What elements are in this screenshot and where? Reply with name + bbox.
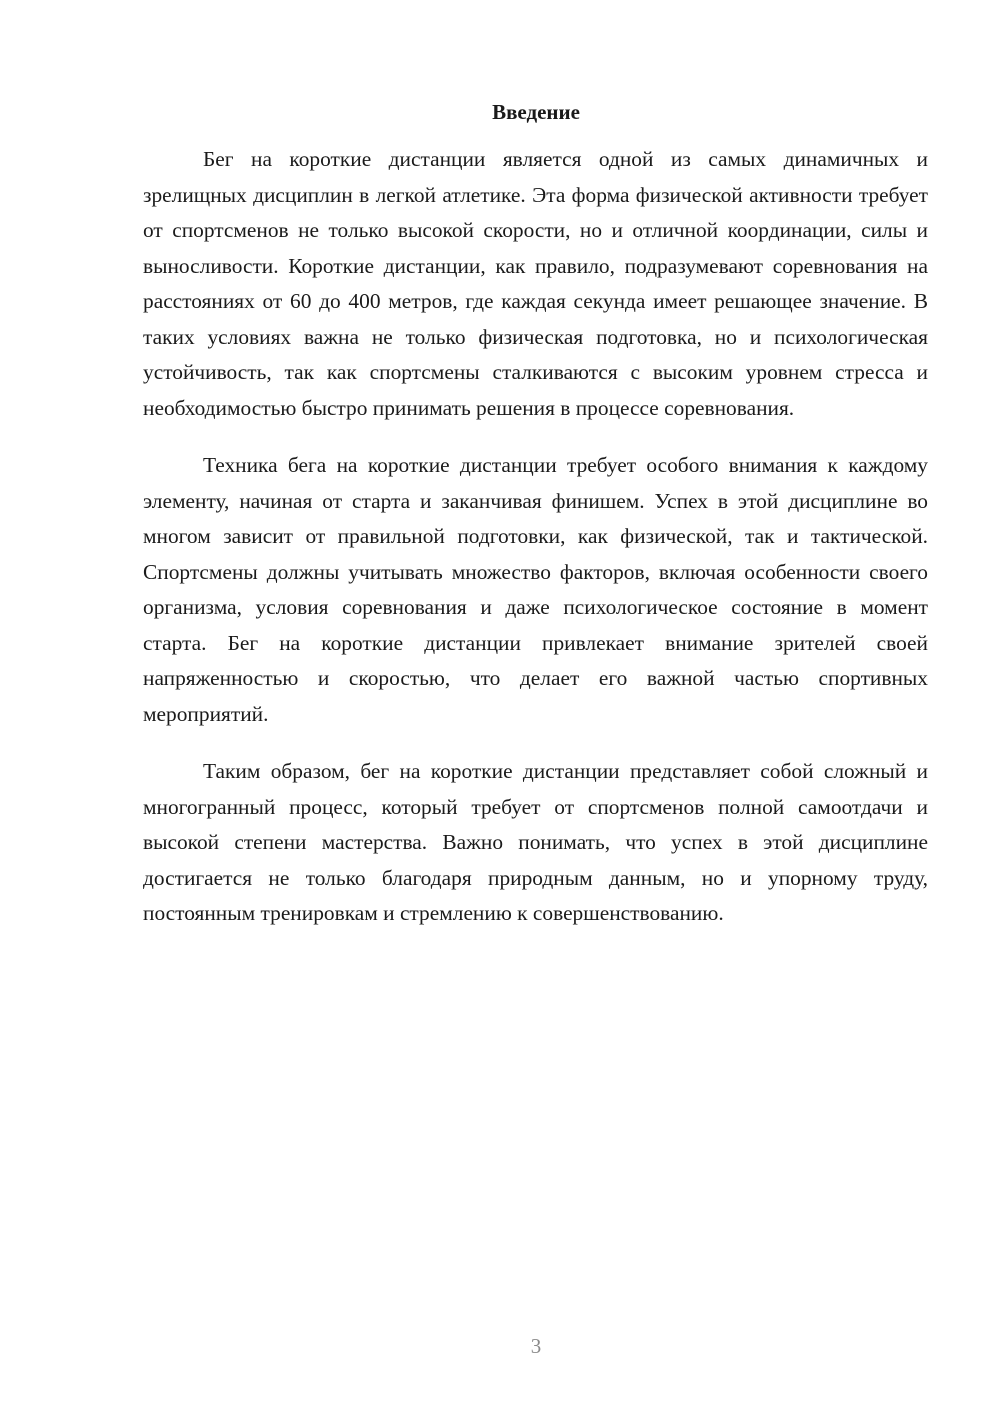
- paragraph-3: Таким образом, бег на короткие дистанции представляет собой сложный и многогранный процесс, который требует от спортсменов полной самоотдачи и высокой степени мастерства. Важно понимать, что успех в этой дисциплине достигается не только благодаря природным данным, но и упорному труду, постоянным тренировкам и стремлению к совершенствованию.: [143, 759, 928, 925]
- paragraph-2: Техника бега на короткие дистанции требует особого внимания к каждому элементу, начиная от старта и заканчивая финишем. Успех в этой дисциплине во многом зависит от правильной подготовки, как физической, так и тактической. Спортсмены должны учитывать множество факторов, включая особенности своего организма, условия соревнования и даже психологическое состояние в момент старта. Бег на короткие дистанции привлекает внимание зрителей своей напряженностью и скоростью, что делает его важной частью спортивных мероприятий.: [143, 453, 928, 726]
- body-text: [143, 142, 928, 954]
- paragraph-1: Бег на короткие дистанции является одной из самых динамичных и зрелищных дисциплин в легкой атлетике. Эта форма физической активности требует от спортсменов не только высокой скорости, но и отличной координации, силы и выносливости. Короткие дистанции, как правило, подразумевают соревнования на расстояниях от 60 до 400 метров, где каждая секунда имеет решающее значение. В таких условиях важна не только физическая подготовка, но и психологическая устойчивость, так как спортсмены сталкиваются с высоким уровнем стресса и необходимостью быстро принимать решения в процессе соревнования.: [143, 147, 928, 420]
- page-number: 3: [530, 1334, 542, 1358]
- section-heading: Введение: [492, 100, 580, 124]
